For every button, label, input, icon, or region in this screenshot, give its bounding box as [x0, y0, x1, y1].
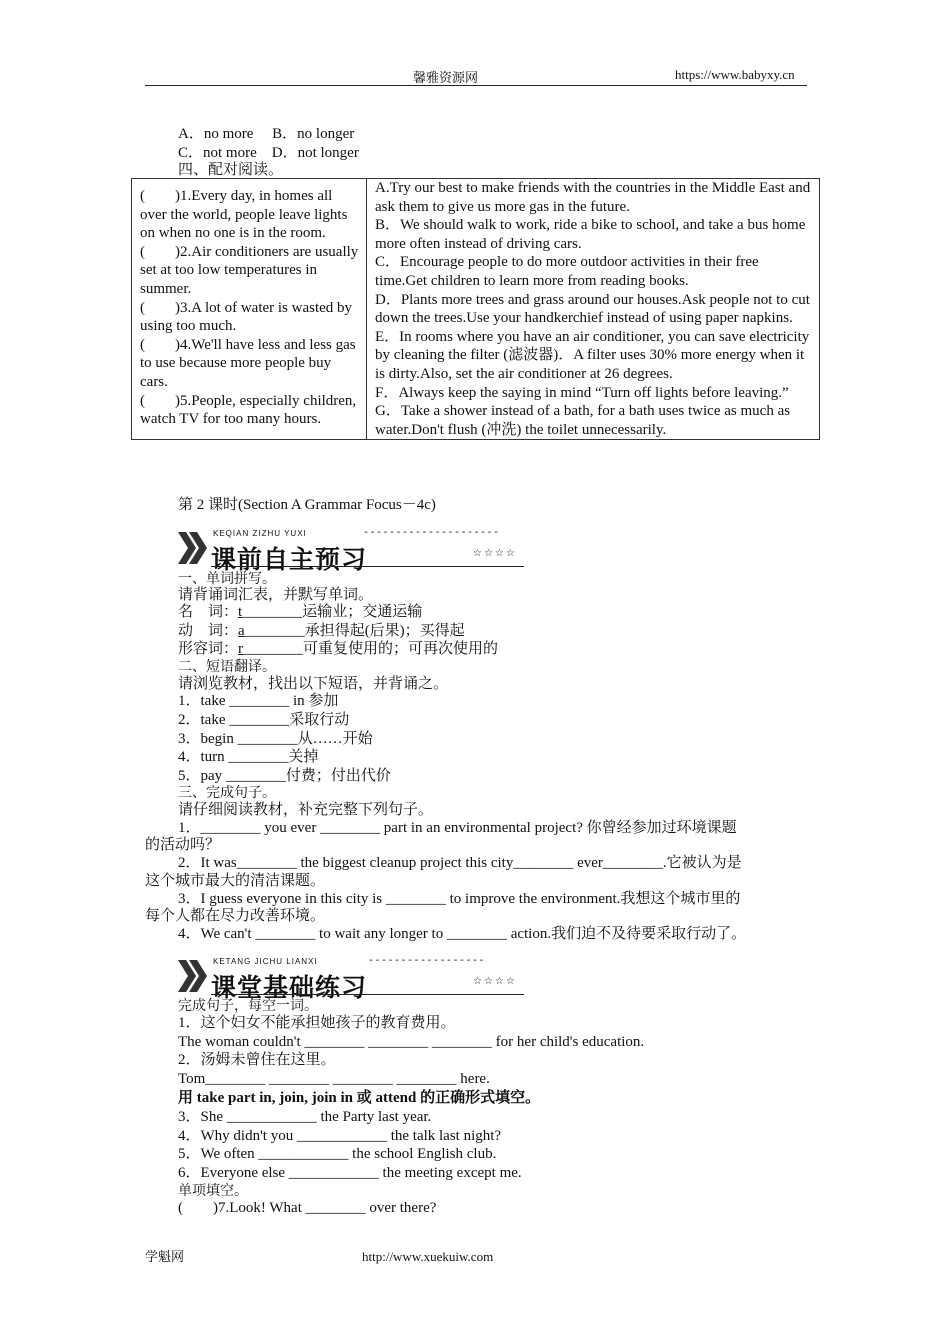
sentence-line: 2．It was________ the biggest cleanup project this city________ ever________.它被认为是 — [178, 855, 742, 871]
matching-option: G．Take a shower instead of a bath, for a bath uses twice as much as water.Don't flush (冲洗) the toilet unnecessarily. — [375, 403, 791, 438]
phrase-item: 5．pay ________付费；付出代价 — [178, 768, 391, 784]
word-blank[interactable]: ________ — [243, 641, 304, 657]
double-chevron-icon — [178, 532, 208, 564]
practice-q2-en: Tom________ ________ ________ ________ here. — [178, 1071, 490, 1087]
sentence-line: 的活动吗？ — [145, 837, 221, 853]
matching-question: ( )1.Every day, in homes all over the world, people leave lights on when no one is in the room. — [140, 188, 348, 242]
word-label: 动 词： — [178, 623, 239, 639]
banner-pinyin: KETANG JICHU LIANXI — [213, 957, 318, 966]
word-letter: t — [238, 604, 243, 620]
word-item — [178, 603, 422, 621]
matching-option: B．We should walk to work, ride a bike to school, and take a bus home more often instead of driving cars. — [375, 217, 806, 252]
banner-title: 课前自主预习 — [211, 545, 368, 574]
banner-underline — [211, 566, 524, 567]
word-item — [178, 640, 498, 658]
banner-underline — [211, 994, 524, 995]
practice-instruction-3: 单项填空。 — [178, 1183, 248, 1199]
header-site-url[interactable]: https://www.babyxy.cn — [675, 67, 795, 82]
practice-instruction: 完成句子，每空一词。 — [178, 998, 318, 1014]
matching-question: ( )3.A lot of water is wasted by using too much. — [140, 299, 353, 335]
practice-q1-en: The woman couldn't ________ ________ ________ for her child's education. — [178, 1034, 645, 1050]
matching-option: A.Try our best to make friends with the countries in the Middle East and ask them to give us more gas in the future. — [375, 180, 811, 215]
phrase-title: 二、短语翻译。 — [178, 659, 276, 675]
phrase-item: 1．take ________ in 参加 — [178, 693, 339, 709]
banner-pinyin: KEQIAN ZIZHU YUXI — [213, 529, 307, 538]
matching-option: D．Plants more trees and grass around our houses.Ask people not to cut down the trees.Use your handkerchief instead of using paper napkins. — [375, 291, 810, 327]
banner-dashes: ------------------ — [368, 956, 486, 967]
banner-stars: ☆☆☆☆ — [473, 976, 517, 987]
matching-question: ( )5.People, especially children, watch TV for too many hours. — [140, 392, 357, 428]
matching-option: C．Encourage people to do more outdoor activities in their free time.Get children to learn more from reading books. — [375, 254, 759, 289]
sentence-instruction: 请仔细阅读教材，补充完整下列句子。 — [178, 802, 434, 818]
phrase-item: 3．begin ________从……开始 — [178, 731, 373, 747]
banner-dashes: --------------------- — [363, 528, 500, 539]
banner-stars: ☆☆☆☆ — [473, 548, 517, 559]
matching-table — [131, 178, 820, 440]
word-meaning: 运输业；交通运输 — [302, 604, 423, 620]
phrase-item: 4．turn ________关掉 — [178, 749, 319, 765]
word-label: 名 词： — [178, 604, 239, 620]
sentence-line: 每个人都在尽力改善环境。 — [145, 908, 326, 924]
word-meaning: 可重复使用的；可再次使用的 — [303, 641, 499, 657]
header-site-name: 馨雅资源网 — [413, 70, 479, 85]
phrase-instruction: 请浏览教材，找出以下短语，并背诵之。 — [178, 676, 449, 692]
lesson-title: 第 2 课时(Section A Grammar Focus－4c) — [178, 497, 436, 513]
footer-site-name: 学魁网 — [145, 1249, 185, 1264]
matching-question: ( )2.Air conditioners are usually set at too low temperatures in summer. — [140, 243, 359, 297]
matching-title: 四、配对阅读。 — [178, 162, 284, 178]
footer-site-url[interactable]: http://www.xuekuiw.com — [362, 1249, 494, 1264]
fill-item: 5．We often ____________ the school English club. — [178, 1146, 497, 1162]
word-letter: r — [238, 641, 244, 657]
sentence-line: 4．We can't ________ to wait any longer to ________ action.我们迫不及待要采取行动了。 — [178, 926, 747, 942]
header-divider — [145, 85, 807, 86]
practice-q7: ( )7.Look! What ________ over there? — [178, 1200, 437, 1216]
word-label: 形容词： — [178, 641, 239, 657]
sentence-line: 1．________ you ever ________ part in an environmental project? 你曾经参加过环境课题 — [178, 820, 737, 836]
sentence-line: 3．I guess everyone in this city is ________ to improve the environment.我想这个城市里的 — [178, 891, 741, 907]
section-banner-preview — [178, 528, 528, 574]
fill-item: 6．Everyone else ____________ the meeting except me. — [178, 1165, 522, 1181]
double-chevron-icon — [178, 960, 208, 992]
option-line-2: C．not more D．not longer — [178, 145, 359, 161]
section-banner-practice — [178, 956, 528, 1002]
word-item — [178, 622, 465, 640]
spelling-instruction: 请背诵词汇表，并默写单词。 — [178, 587, 374, 603]
fill-item: 4．Why didn't you ____________ the talk last night? — [178, 1128, 502, 1144]
banner-title: 课堂基础练习 — [211, 973, 368, 1002]
word-blank[interactable]: ________ — [244, 623, 305, 639]
matching-options — [367, 179, 820, 440]
phrase-item: 2．take ________采取行动 — [178, 712, 350, 728]
matching-question: ( )4.We'll have less and less gas to use because more people buy cars. — [140, 336, 356, 390]
matching-questions — [132, 179, 367, 440]
practice-instruction-2: 用 take part in, join, join in 或 attend 的正确形式填空。 — [178, 1090, 541, 1106]
practice-q2-cn: 2．汤姆未曾住在这里。 — [178, 1052, 336, 1068]
matching-option: E．In rooms where you have an air conditioner, you can save electricity by cleaning the filter (滤波器)．A filter uses 30% more energy when it is dirty.Also, set the air conditioner at 26 degrees. — [375, 328, 810, 382]
practice-q1-cn: 1．这个妇女不能承担她孩子的教育费用。 — [178, 1015, 456, 1031]
word-meaning: 承担得起(后果)；买得起 — [304, 623, 465, 639]
option-line-1: A．no more B．no longer — [178, 126, 355, 142]
word-blank[interactable]: ________ — [242, 604, 303, 620]
sentence-line: 这个城市最大的清洁课题。 — [145, 873, 326, 889]
matching-option: F．Always keep the saying in mind “Turn off lights before leaving.” — [375, 384, 789, 401]
fill-item: 3．She ____________ the Party last year. — [178, 1109, 432, 1125]
word-letter: a — [238, 623, 245, 639]
sentence-title: 三、完成句子。 — [178, 785, 276, 801]
spelling-title: 一、单词拼写。 — [178, 571, 276, 587]
